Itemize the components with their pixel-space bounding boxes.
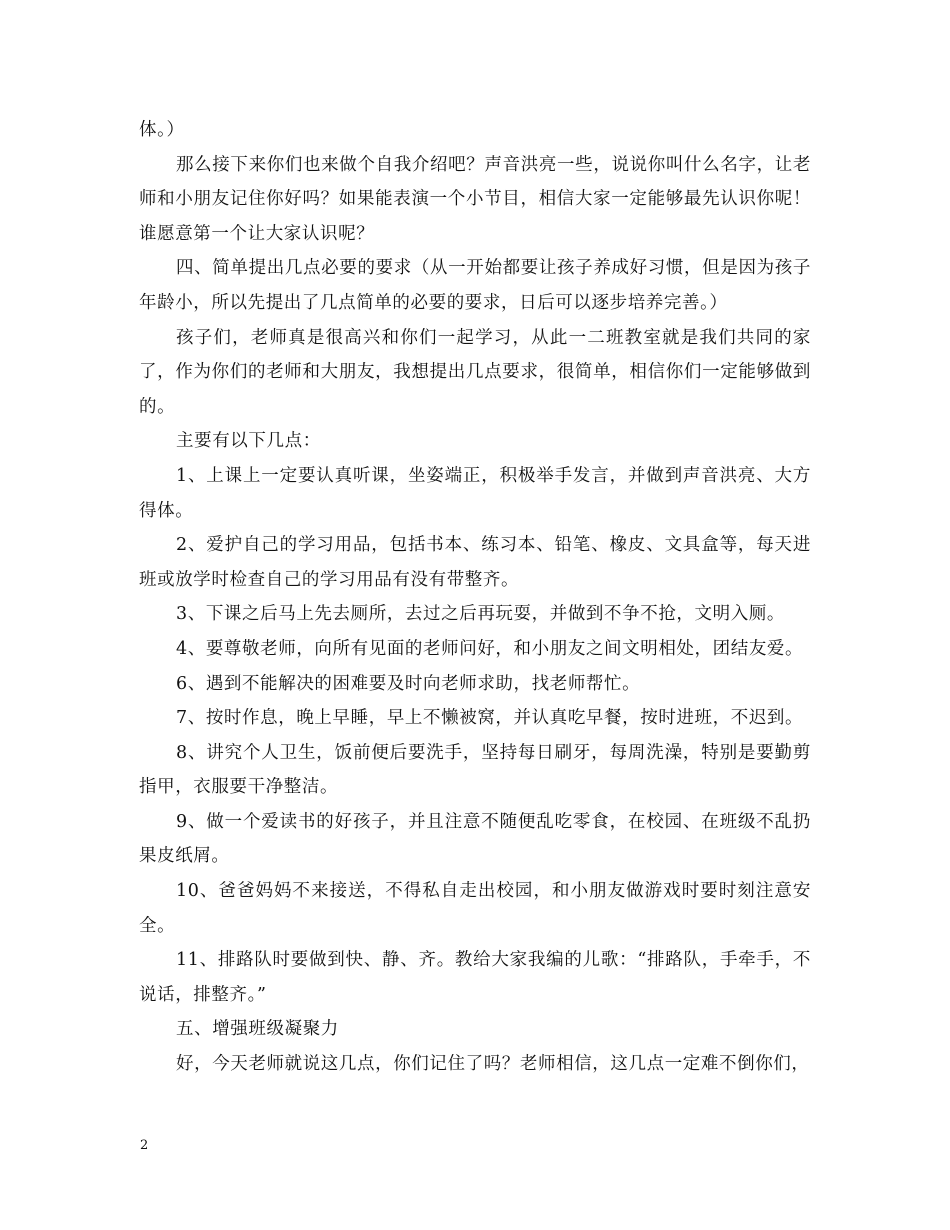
section-heading: 五、增强班级凝聚力 — [176, 1019, 339, 1040]
section-heading: 四、简单提出几点必要的要求（从一开始都要让孩子养成好习惯，但是因为孩子年龄小，所以先提出了几点简单的必要的要求，日后可以逐步培养完善。） — [139, 258, 811, 313]
paragraph: 孩子们，老师真是很高兴和你们一起学习，从此一二班教室就是我们共同的家了，作为你们的老师和大朋友，我想提出几点要求，很简单，相信你们一定能够做到的。 — [139, 327, 811, 417]
list-item: 4、要尊敬老师，向所有见面的老师问好，和小朋友之间文明相处，团结友爱。 — [176, 638, 804, 659]
paragraph: 那么接下来你们也来做个自我介绍吧？声音洪亮一些，说说你叫什么名字，让老师和小朋友记住你好吗？如果能表演一个小节目，相信大家一定能够最先认识你呢！谁愿意第一个让大家认识呢？ — [139, 154, 811, 244]
paragraph: 好，今天老师就说这几点，你们记住了吗？老师相信，这几点一定难不倒你们， — [176, 1054, 810, 1075]
list-item: 9、做一个爱读书的好孩子，并且注意不随便乱吃零食，在校园、在班级不乱扔果皮纸屑。 — [139, 811, 811, 867]
list-item: 8、讲究个人卫生，饭前便后要洗手，坚持每日刷牙，每周洗澡，特别是要勤剪指甲，衣服要干净整洁。 — [139, 742, 811, 798]
list-item: 2、爱护自己的学习用品，包括书本、练习本、铅笔、橡皮、文具盒等，每天进班或放学时检查自己的学习用品有没有带整齐。 — [139, 535, 811, 590]
list-item: 11、排路队时要做到快、静、齐。教给大家我编的儿歌：“排路队，手牵手，不说话，排整齐。” — [139, 950, 811, 1005]
list-item: 10、爸爸妈妈不来接送，不得私自走出校园，和小朋友做游戏时要时刻注意安全。 — [139, 881, 811, 936]
list-item: 6、遇到不能解决的困难要及时向老师求助，找老师帮忙。 — [176, 673, 641, 694]
paragraph: 主要有以下几点： — [176, 431, 321, 452]
list-item: 3、下课之后马上先去厕所，去过之后再玩耍，并做到不争不抢，文明入厕。 — [176, 604, 786, 625]
document-body — [139, 113, 811, 1082]
list-item: 1、上课上一定要认真听课，坐姿端正，积极举手发言，并做到声音洪亮、大方得体。 — [139, 465, 811, 521]
paragraph: 体。） — [139, 120, 185, 140]
page-number: 2 — [140, 1138, 149, 1153]
list-item: 7、按时作息，晚上早睡，早上不懒被窝，并认真吃早餐，按时进班，不迟到。 — [176, 708, 804, 729]
